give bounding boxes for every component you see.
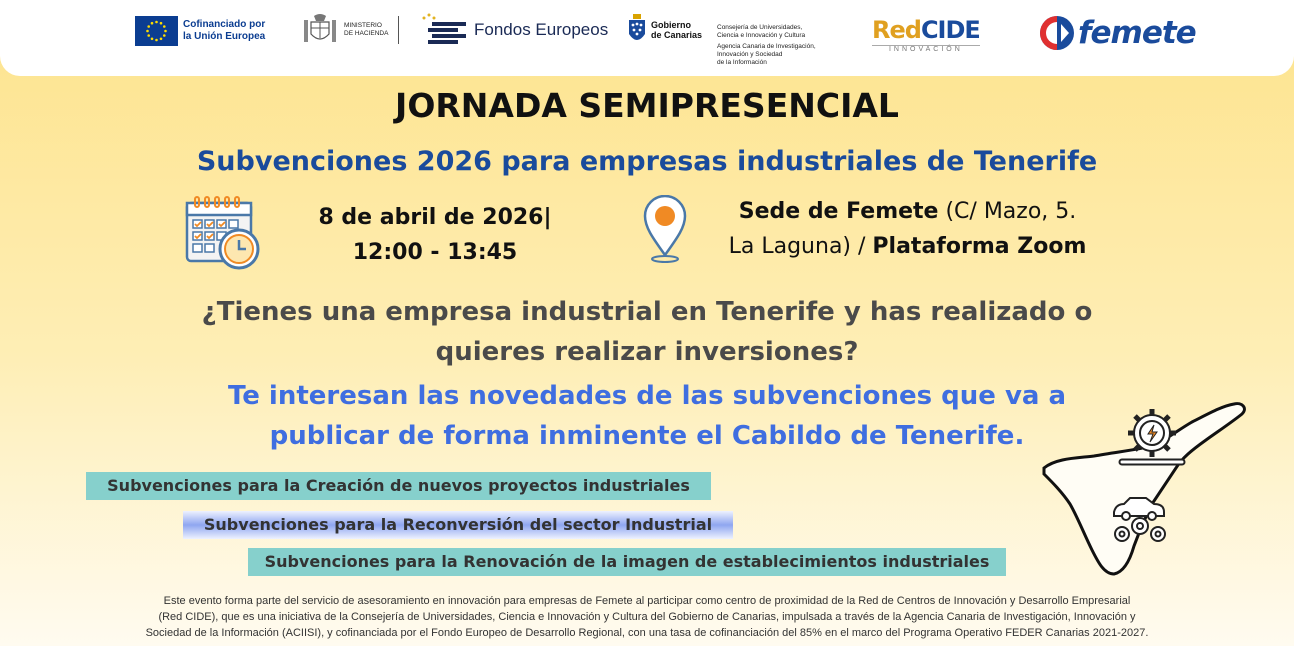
venue-address: (C/ Mazo, 5. (938, 199, 1077, 224)
aciisi-line: Agencia Canaria de Investigación, (717, 43, 816, 50)
femete-icon (1038, 14, 1076, 52)
footer-disclaimer (70, 593, 1224, 641)
redcide-logo (872, 16, 980, 53)
subsidy-renovacion: Subvenciones para la Renovación de la imagen de establecimientos industriales (248, 548, 1006, 576)
venue-name: Sede de Femete (738, 199, 939, 224)
footer-line: Sociedad de la Información (ACIISI), y cofinanciada por el Fondo Europeo de Desarrollo Regional, con una tasa de cofinanciación del 85% en el marco del Programa Operativo FEDER Canarias 2021-2027. (145, 627, 1149, 639)
consejeria-line: Ciencia e Innovación y Cultura (717, 32, 806, 39)
event-date-time: 12:00 - 13:45 (352, 240, 518, 265)
aciisi-line: de la Información (717, 59, 767, 66)
interest-line: Te interesan las novedades de las subvenciones que va a (227, 381, 1067, 411)
venue-city: La Laguna) / (728, 234, 873, 259)
footer-line: Este evento forma parte del servicio de asesoramiento en innovación para empresas de Femete al participar como centro de proximidad de la Red de Centros de Innovación y Desarrollo Empresarial (163, 595, 1131, 607)
eu-flag-icon (135, 16, 178, 46)
footer-line: (Red CIDE), que es una iniciativa de la Consejería de Universidades, Ciencia e Innovación y Cultura del Gobierno de Canarias, impulsada a través de la Agencia Canaria de Investigación, Innovación y (158, 611, 1136, 623)
event-venue (700, 194, 1115, 264)
redcide-wordmark: RedCIDE (872, 16, 980, 44)
femete-logo (1038, 14, 1196, 52)
ministerio-logo (302, 12, 399, 48)
fondos-europeos-text: Fondos Europeos (474, 20, 609, 39)
femete-wordmark: femete (1078, 15, 1196, 51)
fondos-europeos-icon (420, 12, 468, 48)
subsidy-creacion: Subvenciones para la Creación de nuevos proyectos industriales (86, 472, 711, 500)
gobierno-canarias-text: Gobierno de Canarias (651, 20, 703, 40)
calendar-clock-icon (185, 195, 263, 271)
logo-bar (0, 0, 1294, 76)
eu-logo-text: Cofinanciado por la Unión Europea (183, 19, 266, 42)
ministerio-text: MINISTERIO DE HACIENDA (344, 22, 389, 37)
redcide-subtitle: INNOVACIÓN (888, 46, 963, 53)
consejeria-line: Consejería de Universidades, (717, 24, 803, 31)
question-text (150, 292, 1144, 372)
spain-coat-of-arms-icon (302, 12, 338, 48)
event-date-day: 8 de abril de 2026| (318, 205, 552, 230)
location-pin-icon (642, 195, 688, 265)
consejeria-logo (717, 24, 816, 67)
fondos-europeos-logo (420, 12, 608, 48)
event-subtitle: Subvenciones 2026 para empresas industriales de Tenerife (196, 146, 1098, 177)
canarias-coat-of-arms-icon (627, 12, 647, 48)
ministerio-divider (398, 16, 399, 44)
event-title: JORNADA SEMIPRESENCIAL (395, 86, 899, 125)
question-line: quieres realizar inversiones? (435, 337, 859, 367)
subsidy-reconversion: Subvenciones para la Reconversión del sector Industrial (183, 511, 733, 539)
question-line: ¿Tienes una empresa industrial en Tenerife y has realizado o (201, 297, 1093, 327)
gobierno-canarias-logo (627, 12, 702, 48)
venue-online: Plataforma Zoom (872, 234, 1087, 259)
aciisi-line: Innovación y Sociedad (717, 51, 783, 58)
interest-text (150, 376, 1144, 456)
eu-logo (135, 16, 271, 46)
interest-line: publicar de forma inminente el Cabildo de Tenerife. (269, 421, 1025, 451)
event-date (300, 200, 570, 270)
tenerife-map-icon (1036, 400, 1250, 580)
